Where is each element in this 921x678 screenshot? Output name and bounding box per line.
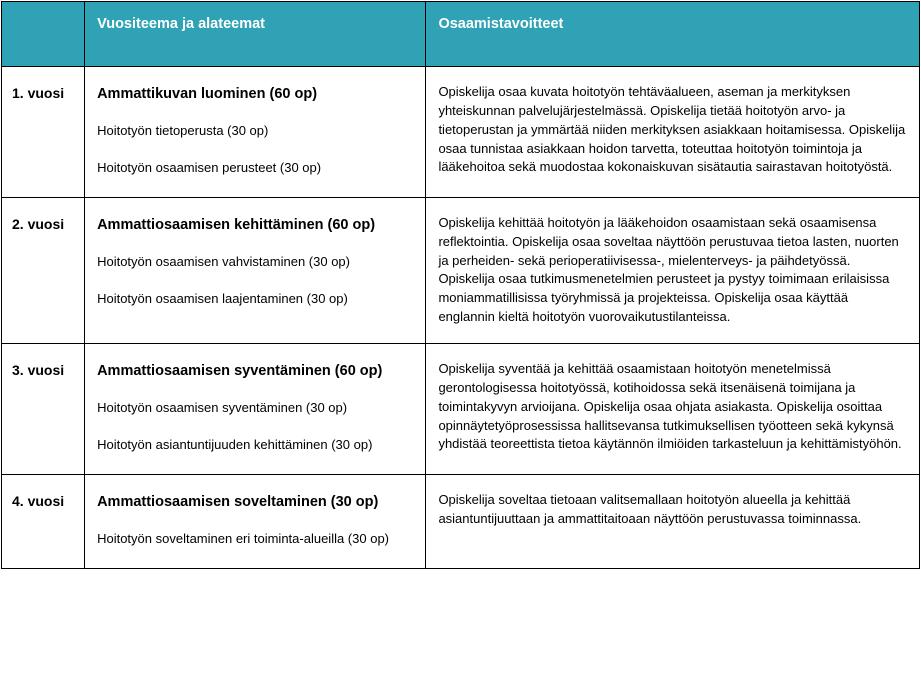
goals-text: Opiskelija kehittää hoitotyön ja lääkehoidon osaamistaan sekä osaamisensa reflektointia. Opiskelija osaa soveltaa näyttöön perustuvaa tietoa lasten, nuorten ja perheiden- sekä perioperatiivisessa-, mielenterveys- ja päihdetyössä. Opiskelija osaa tutkimusmenetelmien perusteet ja pystyy toimimaan erilaisissa moniammatillisissa työryhmissä ja projekteissa. Opiskelija osaa käyttää englannin kieltä hoitotyön vuorovaikutustilanteissa. (438, 214, 899, 325)
table-row (2, 197, 920, 343)
goals-text: Opiskelija syventää ja kehittää osaamistaan hoitotyön menetelmissä gerontologisessa hoitotyössä, kotihoidossa sekä itsenäisenä toimijana ja toimintakyvyn arvioijana. Opiskelija osaa ohjata asiakasta. Opiskelija osoittaa opinnäytetyöprosessissa hallitsevansa tutkimuksellisen työotteen sekä kykynsä yhdistää teoreettista tietoa käytännön ilmiöiden tarkasteluun ja kehittämistyöhön. (438, 360, 902, 452)
theme-subtheme: Hoitotyön osaamisen syventäminen (30 op) (97, 400, 348, 416)
theme-subtheme: Hoitotyön soveltaminen eri toiminta-alueilla (30 op) (97, 531, 390, 546)
curriculum-table (1, 1, 920, 569)
table-body (2, 67, 920, 569)
theme-subtheme: Hoitotyön osaamisen laajentaminen (30 op) (97, 290, 348, 306)
column-header-theme: Vuositeema ja alateemat (85, 2, 426, 67)
column-header-goals: Osaamistavoitteet (426, 2, 920, 67)
theme-cell (85, 197, 426, 343)
theme-subtheme: Hoitotyön tietoperusta (30 op) (97, 123, 269, 139)
theme-title: Ammattikuvan luominen (60 op) (97, 86, 318, 102)
year-label: 4. vuosi (2, 474, 85, 568)
table-row (2, 67, 920, 198)
table-header-row (2, 2, 920, 67)
theme-title: Ammattiosaamisen soveltaminen (30 op) (97, 493, 379, 510)
year-label: 3. vuosi (2, 343, 85, 474)
column-header-year (2, 2, 85, 67)
theme-title: Ammattiosaamisen syventäminen (60 op) (97, 362, 383, 379)
theme-cell (85, 343, 426, 474)
theme-subtheme: Hoitotyön osaamisen perusteet (30 op) (97, 160, 322, 176)
theme-cell (85, 474, 426, 568)
theme-cell (85, 67, 426, 198)
goals-cell (426, 474, 920, 568)
goals-text: Opiskelija soveltaa tietoaan valitsemallaan hoitotyön alueella ja kehittää asiantuntijuuttaan ja ammattitaitoaan näyttöön perustuvassa toiminnassa. (438, 491, 862, 526)
theme-title: Ammattiosaamisen kehittäminen (60 op) (97, 216, 376, 233)
table-row (2, 474, 920, 568)
year-label: 1. vuosi (2, 67, 85, 198)
year-label: 2. vuosi (2, 197, 85, 343)
theme-subtheme: Hoitotyön asiantuntijuuden kehittäminen (30 op) (97, 436, 373, 452)
table-header (2, 2, 920, 67)
goals-text: Opiskelija osaa kuvata hoitotyön tehtäväalueen, aseman ja merkityksen yhteiskunnan palvelujärjestelmässä. Opiskelija tietää hoitotyön arvo- ja tietoperustan ja ymmärtää niiden merkityksen asiakkaan hoitamisessa. Opiskelija osaa tunnistaa asiakkaan hoidon tarvetta, toteuttaa hoitotyön toimintoja ja lääkehoitoa sekä muodostaa kokonaiskuvan sisätautia sairastavan hoitotyöstä. (438, 84, 906, 175)
theme-subtheme: Hoitotyön osaamisen vahvistaminen (30 op) (97, 254, 350, 270)
table-row (2, 343, 920, 474)
goals-cell (426, 67, 920, 198)
goals-cell (426, 343, 920, 474)
goals-cell (426, 197, 920, 343)
